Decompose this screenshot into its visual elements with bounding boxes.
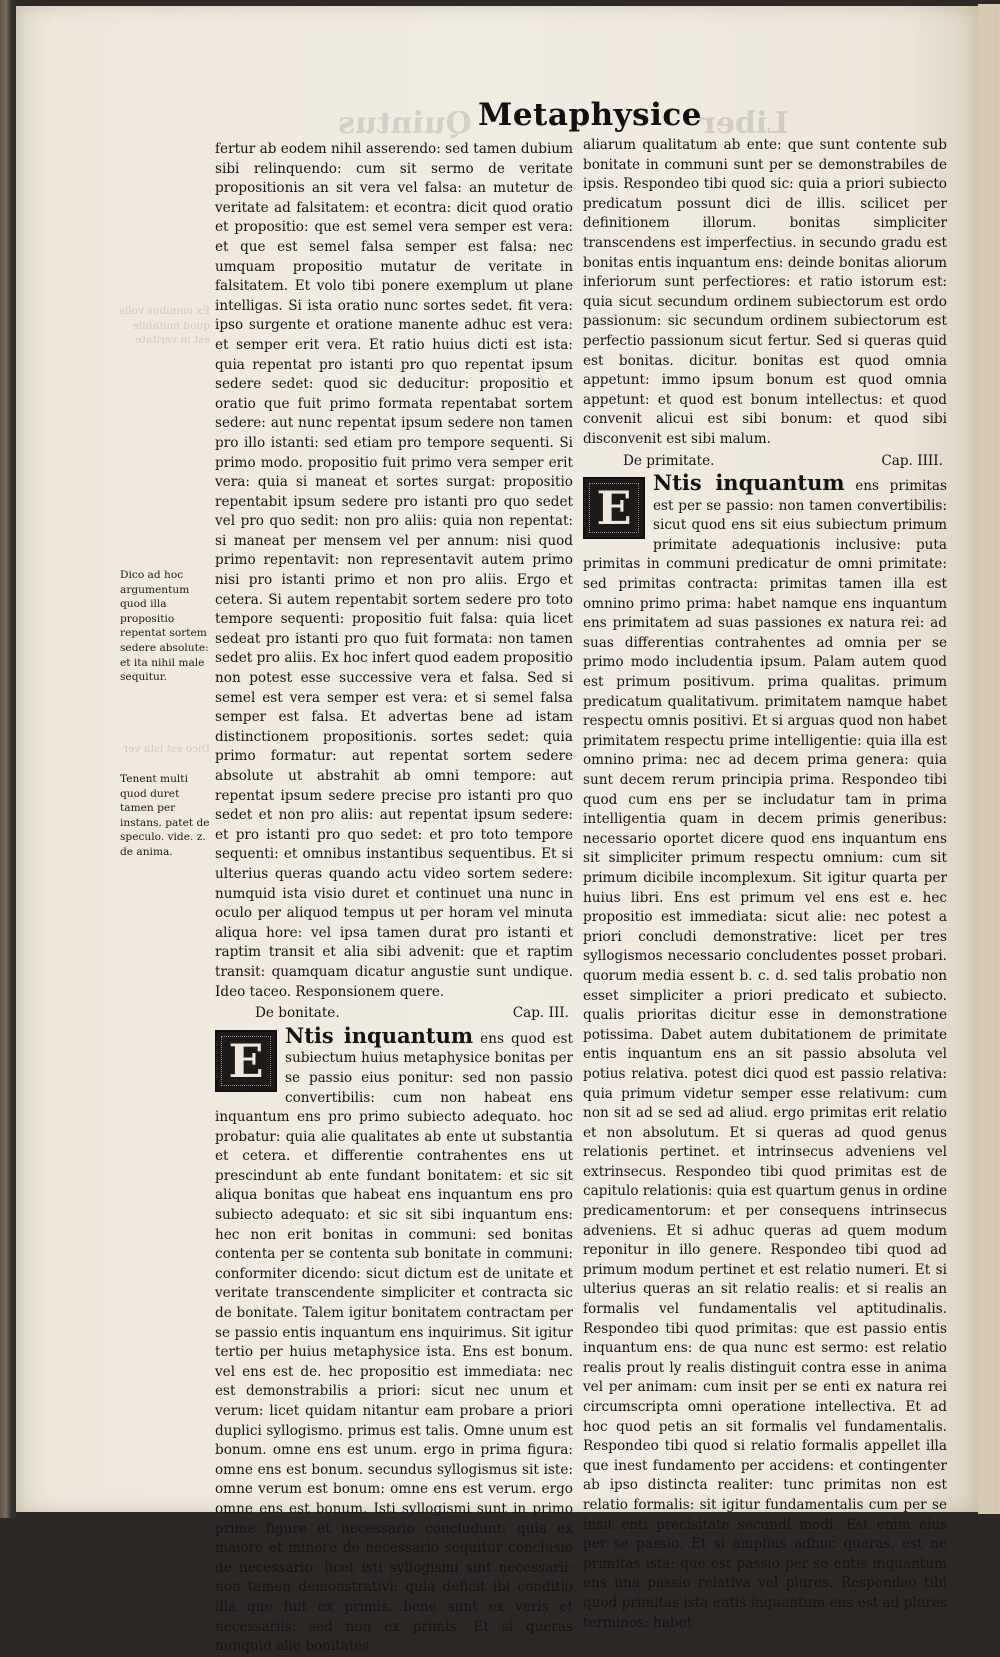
- lead-words: Ntis inquantum: [653, 470, 845, 496]
- paragraph-text: ens quod est subiectum huius metaphysice bonitas per se passio eius ponitur: sed non passio convertibilis: cum non habeat ens inquantum ens pro primo subiecto adequato. hoc probatur: quia alie qualitates ab ente ut substantia et cetera. et differentie contrahentes ens ut prescindunt ab ente fundant bonitatem: et sic sit aliqua bonitas que habeat ens inquantum ens pro subiecto adequato: et sic sit sibi inquantum ens: hec non erit bonitas in communi: sed bonitas contenta per se contenta sub bonitate in communi: conformiter dicendo: sicut dictum est de unitate et veritate transcendente simpliciter et contracta sic de bonitate. Talem igitur bonitatem contractam per se passio entis inquantum ens inquirimus. Sit igitur tertio per huius metaphysice ista. Ens est bonum. vel ens est de. hec propositio est immediata: nec est demonstrabilis a priori: sicut nec unum et verum: licet quidam nitantur eam probare a priori duplici syllogismo. primus est talis. Omne unum est bonum. omne ens est unum. ergo in prima figura: omne ens est bonum. secundus syllogismus sit iste: omne verum est bonum: omne ens est verum. ergo omne ens est bonum. Isti syllogismi sunt in primo prime figure et necessario concludunt: quia ex maiore et minore de necessario sequitur conclusio de necessario: licet isti syllogismi sint necessarii: non tamen demonstrativi: quia deficit ibi conditio illa que fuit ex primis. bene sunt ex veris et necessariis: sed non ex primis. Et si queras nunquid alie bonitates: [215, 1030, 573, 1655]
- section-title: De primitate.: [623, 452, 715, 469]
- paragraph-text: ens primitas est per se passio: non tamen convertibilis: sicut quod ens sit eius subiectum primum primitate adequationis inclusive: puta primitas in communi predicatur de omni primitate: sed primitas contracta: primitas tamen illa est omnino primo prima: habet namque ens inquantum ens primitatem ad suas passiones ex natura rei: ad suas differentias contrahentes ad omnia per se primo modo includentia ipsum. Palam autem quod est primum positivum. prima qualitas. primum predicatum qualitativum. primitatem namque habet respectu omnis positivi. Et si arguas quod non habet primitatem respectu prime intelligentie: quia illa est omnino prima: nec ad decem prima genera: quia sunt decem rerum principia prima. Respondeo tibi quod cum ens per se includatur tam in prima intelligentia quam in decem primis generibus: necessario oportet dicere quod ens inquantum ens sit simpliciter primum respectu omnium: cum sit primum dicibile incomplexum. Sit igitur quarta per huius libri. Ens est primum vel ens est e. hec propositio est immediata: sicut alie: nec potest a priori concludi demonstrative: licet per tres syllogismos necessario concludentes posset probari. quorum media essent b. c. d. sed talis probatio non esset simpliciter a priori predicato et subiecto. qualis prioritas dicitur esse in demonstratione potissima. Dabet autem dubitationem de primitate entis inquantum ens an sit passio absoluta vel potius relativa. potest dici quod est passio relativa: quia primum videtur semper esse relativum: cum non sit ad se sed ad aliud. ergo primitas erit relatio et non absolutum. Et si queras ad quod genus relationis pertinet. et intrinsecus adveniens vel extrinsecus. Respondeo tibi quod primitas est de capitulo relationis: quia est quartum genus in ordine predicamentorum: et per consequens intrinsecus adveniens. Et si adhuc queras ad quem modum reponitur in illo genere. Respondeo tibi quod ad primum modum pertinet et est relatio numeri. Et si ulterius queras an sit relatio realis: et si realis an formalis vel fundamentalis vel aptitudinalis. Respondeo tibi quod primitas: que est passio entis inquantum ens: de qua nunc est sermo: est relatio realis prout ly realis distinguit contra esse in anima vel per animam: cum insit per se enti ex natura rei circumscripta omni operatione intellectiva. Et ad hoc quod petis an sit formalis vel fundamentalis. Respondeo tibi quod si relatio formalis appellet illa que inest fundamento per accidens: et contingenter ab ipso distincta realiter: tunc primitas non est relatio formalis: sit igitur fundamentalis cum per se insit enti precisitate secundi modi. Est enim eius per se passio. Et si amplius adhuc queras. est ne primitas ista: que est passio per se entis inquantum ens una passio relativa vel plures. Respondeo tibi quod primitas ista entis inquantum ens est ad plures terminos: habet: [583, 478, 947, 1631]
- decorated-initial: E: [215, 1030, 277, 1092]
- chapter-number: Cap. III.: [512, 1005, 569, 1022]
- right-column: [583, 136, 947, 1633]
- chapter-number: Cap. IIII.: [881, 452, 943, 469]
- paragraph: [583, 470, 947, 1633]
- margin-note: Tenent multi quod duret tamen per instans. patet de speculo. vide. z. de anima.: [120, 773, 210, 858]
- page-edges: [978, 4, 1000, 1514]
- section-title: De bonitate.: [255, 1005, 340, 1022]
- show-through-note-2: Dico est ista ver: [123, 743, 210, 755]
- lead-words: Ntis inquantum: [285, 1022, 474, 1048]
- left-column: [215, 140, 573, 1657]
- paragraph: fertur ab eodem nihil asserendo: sed tamen dubium sibi relinquendo: cum sit sermo de veritate propositionis an sit vera vel falsa: an mutetur de veritate ad falsitatem: et econtra: dicit quod oratio et propositio: que est semel vera semper est vera: et que est semel falsa semper est falsa: nec umquam propositio mutatur de veritate in falsitatem. Et volo tibi ponere exemplum ut plane intelligas. Si ista oratio nunc sortes sedet. fit vera: ipso surgente et oratione manente adhuc est vera: et semper erit vera. Et ratio huius dicti est ista: quia repentat pro istanti pro quo repentat ipsum sedere sedet: quod sic deducitur: propositio et oratio que fuit primo formata repentabat sortem sedere: aut nunc repentat ipsum sedere non tamen pro illo istanti: sed etiam pro tempore sequenti. Si primo modo. propositio fuit primo vera semper erit vera: quia si maneat et sortes surgat: propositio repentabit ipsum sedere pro istanti pro quo sedet vel pro quo sedit: non pro aliis: quia non repentat: si maneat per mensem vel per annum: nisi quod primo repentavit: non representavit autem primo nisi pro istanti primo et non pro aliis. Ergo et cetera. Si autem repentabit sortem sedere pro toto tempore sequenti: propositio fuit falsa: quia licet sedeat pro istanti pro quo fuit formata: non tamen sedet pro aliis. Ex hoc infert quod eadem propositio non potest esse successive vera et falsa. Sed si semel est vera semper est vera: et si semel falsa semper est falsa. Et advertas bene ad istam distinctionem propositionis. sortes sedet: quia primo formatur: aut repentat sortem sedere absolute ut abstrahit ab omni tempore: aut repentat ipsum sedere precise pro istanti pro quo sedet et non pro aliis: aut repentat ipsum sedere: et pro istanti pro quo sedet: et pro toto tempore sequenti: et omnibus instantibus sequentibus. Et si ulterius queras quando actu video sortem sedere: numquid ista visio duret et continuet una nunc in oculo per aliquod tempus ut per horam vel minuta aliqua hore: vel ipsa tamen durat pro istanti et raptim transit et alia sibi advenit: que et raptim transit: quamquam dicatur angustie sunt undique. Ideo taceo. Responsionem quere.: [215, 141, 573, 1000]
- paragraph: aliarum qualitatum ab ente: que sunt contente sub bonitate in communi sunt per se demonstrabiles de ipsis. Respondeo tibi quod sic: quia a priori subiecto predicatum possunt dici de illis. scilicet per definitionem illorum. bonitas simpliciter transcendens est imperfectius. in secundo gradu est bonitas entis inquantum ens: deinde bonitas aliorum inferiorum sunt perfectiores: et ratio istorum est: quia sicut secundum ordinem subiectorum est ordo passionum: sic secundum ordinem subiectorum est perfectio passionum sicut fertur. Sed si queras quid est bonitas. dicitur. bonitas est quod omnia appetunt: immo ipsum bonum est quod omnia appetunt: et quod est bonum intellectus: et quod convenit alicui est sibi bonum: et quod sibi disconvenit est sibi malum.: [583, 137, 947, 447]
- chapter-heading: [583, 452, 947, 472]
- margin-note: Dico ad hoc argumentum quod illa propositio repentat sortem sedere absolute: et ita nihil male sequitur.: [120, 569, 209, 684]
- paragraph: [215, 1022, 573, 1657]
- show-through-ghost-right: Liber: [700, 106, 789, 141]
- show-through-note: Ex omnibus volis quod mutabile est in veritate: [119, 305, 210, 347]
- decorated-initial: E: [583, 477, 645, 539]
- show-through-ghost-left: Quintus: [338, 106, 472, 141]
- running-head: Metaphysice: [478, 97, 702, 133]
- chapter-heading: [215, 1004, 573, 1024]
